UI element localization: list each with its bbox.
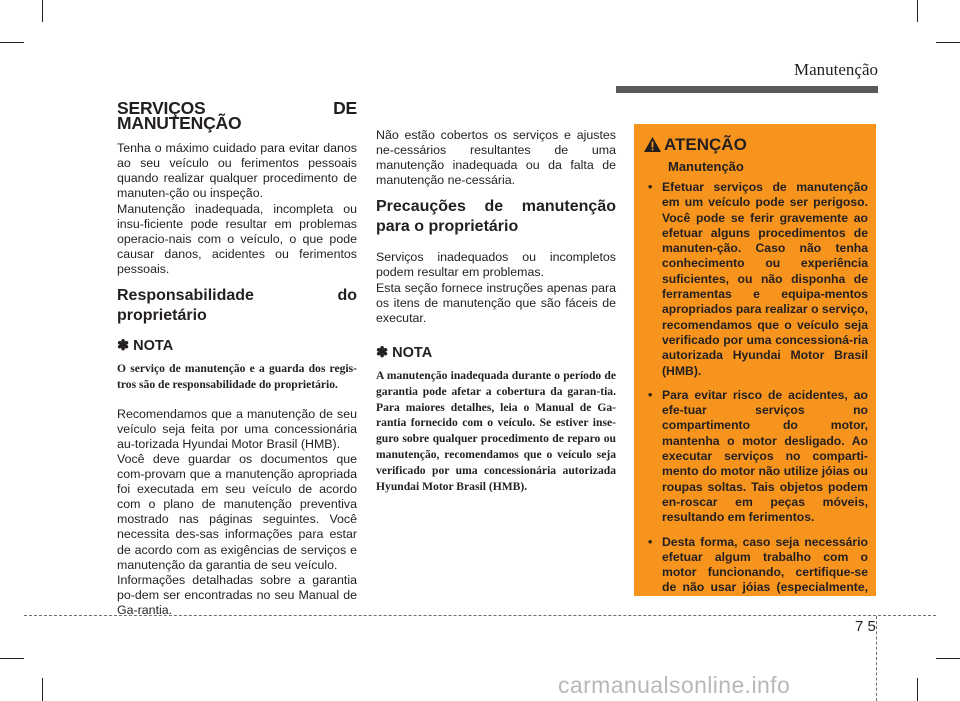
crop-mark: [42, 0, 43, 22]
paragraph: Informações detalhadas sobre a garantia po-dem ser encontradas no seu Manual de Ga-rantia.: [117, 572, 357, 617]
note-text: A manutenção inadequada durante o período de garantia pode afetar a cobertura da garan-tia. Para maiores detalhes, leia o Manual de Ga-rantia fornecido com o veículo. Se estiver inse-guro sobre qualquer procedimento de reparo ou manutenção, recomendamos que o veículo seja verificado por uma concessionária autorizada Hyundai Motor Brasil (HMB).: [376, 368, 616, 493]
left-column: [117, 98, 357, 618]
paragraph: Esta seção fornece instruções apenas para os itens de manutenção que são fáceis de executar.: [376, 280, 616, 325]
list-item: [648, 180, 868, 379]
note-label: ✽ NOTA: [376, 344, 433, 361]
section-heading: Precauções de manutenção para o proprietário: [376, 198, 616, 236]
page-title: SERVIÇOS DE MANUTENÇÃO: [117, 98, 357, 134]
warning-box: [634, 124, 876, 596]
paragraph: Não estão cobertos os serviços e ajustes ne-cessários resultantes de uma manutenção inadequada ou da falta de manutenção ne-cessária.: [376, 128, 616, 188]
watermark: carmanualsonline.info: [558, 672, 791, 698]
paragraph: Você deve guardar os documentos que com-provam que a manutenção apropriada foi executada em seu veículo de acordo com o plano de manutenção preventiva mostrado nas páginas seguintes. Você necessita des-sas informações para estar de acordo com as exigências de serviços e manutenção da garantia de seu veículo.: [117, 452, 357, 572]
bullet: •: [648, 180, 653, 194]
page-number: 7 5: [855, 618, 876, 635]
crop-mark: [0, 42, 24, 43]
warning-item-text: Desta forma, caso seja necessário efetuar algum trabalho com o motor funcionando, certifique-se de não usar jóias (especialmente,: [662, 534, 868, 595]
section-heading: Responsabilidade do proprietário: [117, 287, 357, 325]
paragraph: Manutenção inadequada, incompleta ou insu-ficiente pode resultar em problemas operacio-nais com o veículo, o que pode causar danos, acidentes ou ferimentos pessoais.: [117, 201, 357, 276]
paragraph: Serviços inadequados ou incompletos podem resultar em problemas.: [376, 250, 616, 280]
paragraph: Tenha o máximo cuidado para evitar danos ao seu veículo ou ferimentos pessoais quando realizar qualquer procedimento de manuten-ção ou inspeção.: [117, 141, 357, 201]
warning-item-text: Para evitar risco de acidentes, ao efe-tuar serviços no compartimento do motor, mantenha o motor desligado. Ao executar serviços no comparti-mento do motor não utilize jóias ou roupas soltas. Tais objetos podem en-roscar em peças móveis, resultando em ferimentos.: [662, 387, 868, 525]
warning-triangle-icon: [644, 137, 661, 152]
paragraph: Recomendamos que a manutenção de seu veículo seja feita por uma concessionária au-torizada Hyundai Motor Brasil (HMB).: [117, 406, 357, 451]
crop-mark: [42, 678, 43, 701]
crop-mark: [917, 0, 918, 22]
bullet: •: [648, 534, 653, 549]
section-title: Manutenção: [793, 60, 878, 79]
footer-divider: [876, 616, 877, 701]
crop-mark: [917, 678, 918, 701]
crop-mark: [936, 658, 960, 659]
crop-mark: [936, 42, 960, 43]
note-label: ✽ NOTA: [117, 338, 174, 355]
warning-subtitle: Manutenção: [668, 159, 744, 174]
list-item: [648, 535, 868, 596]
warning-list: [648, 180, 868, 596]
crop-mark: [0, 658, 24, 659]
header-bar: [616, 86, 878, 93]
middle-column: [376, 128, 616, 494]
warning-title: ATENÇÃO: [664, 135, 747, 154]
warning-item-text: Efetuar serviços de manutenção em um veículo pode ser perigoso. Você pode se ferir gravemente ao efetuar alguns procedimentos de manuten-ção. Caso não tenha conhecimento ou experiência suficientes, ou não disponha de ferramentas e equipa-mentos apropriados para realizar o serviço, recomendamos que o veículo seja verificado por uma concessioná-ria autorizada Hyundai Motor Brasil (HMB).: [662, 180, 868, 378]
footer-rule: [24, 615, 936, 616]
note-text: O serviço de manutenção e a guarda dos regis-tros são de responsabilidade do proprietário.: [117, 362, 357, 391]
list-item: [648, 388, 868, 526]
bullet: •: [648, 387, 653, 402]
